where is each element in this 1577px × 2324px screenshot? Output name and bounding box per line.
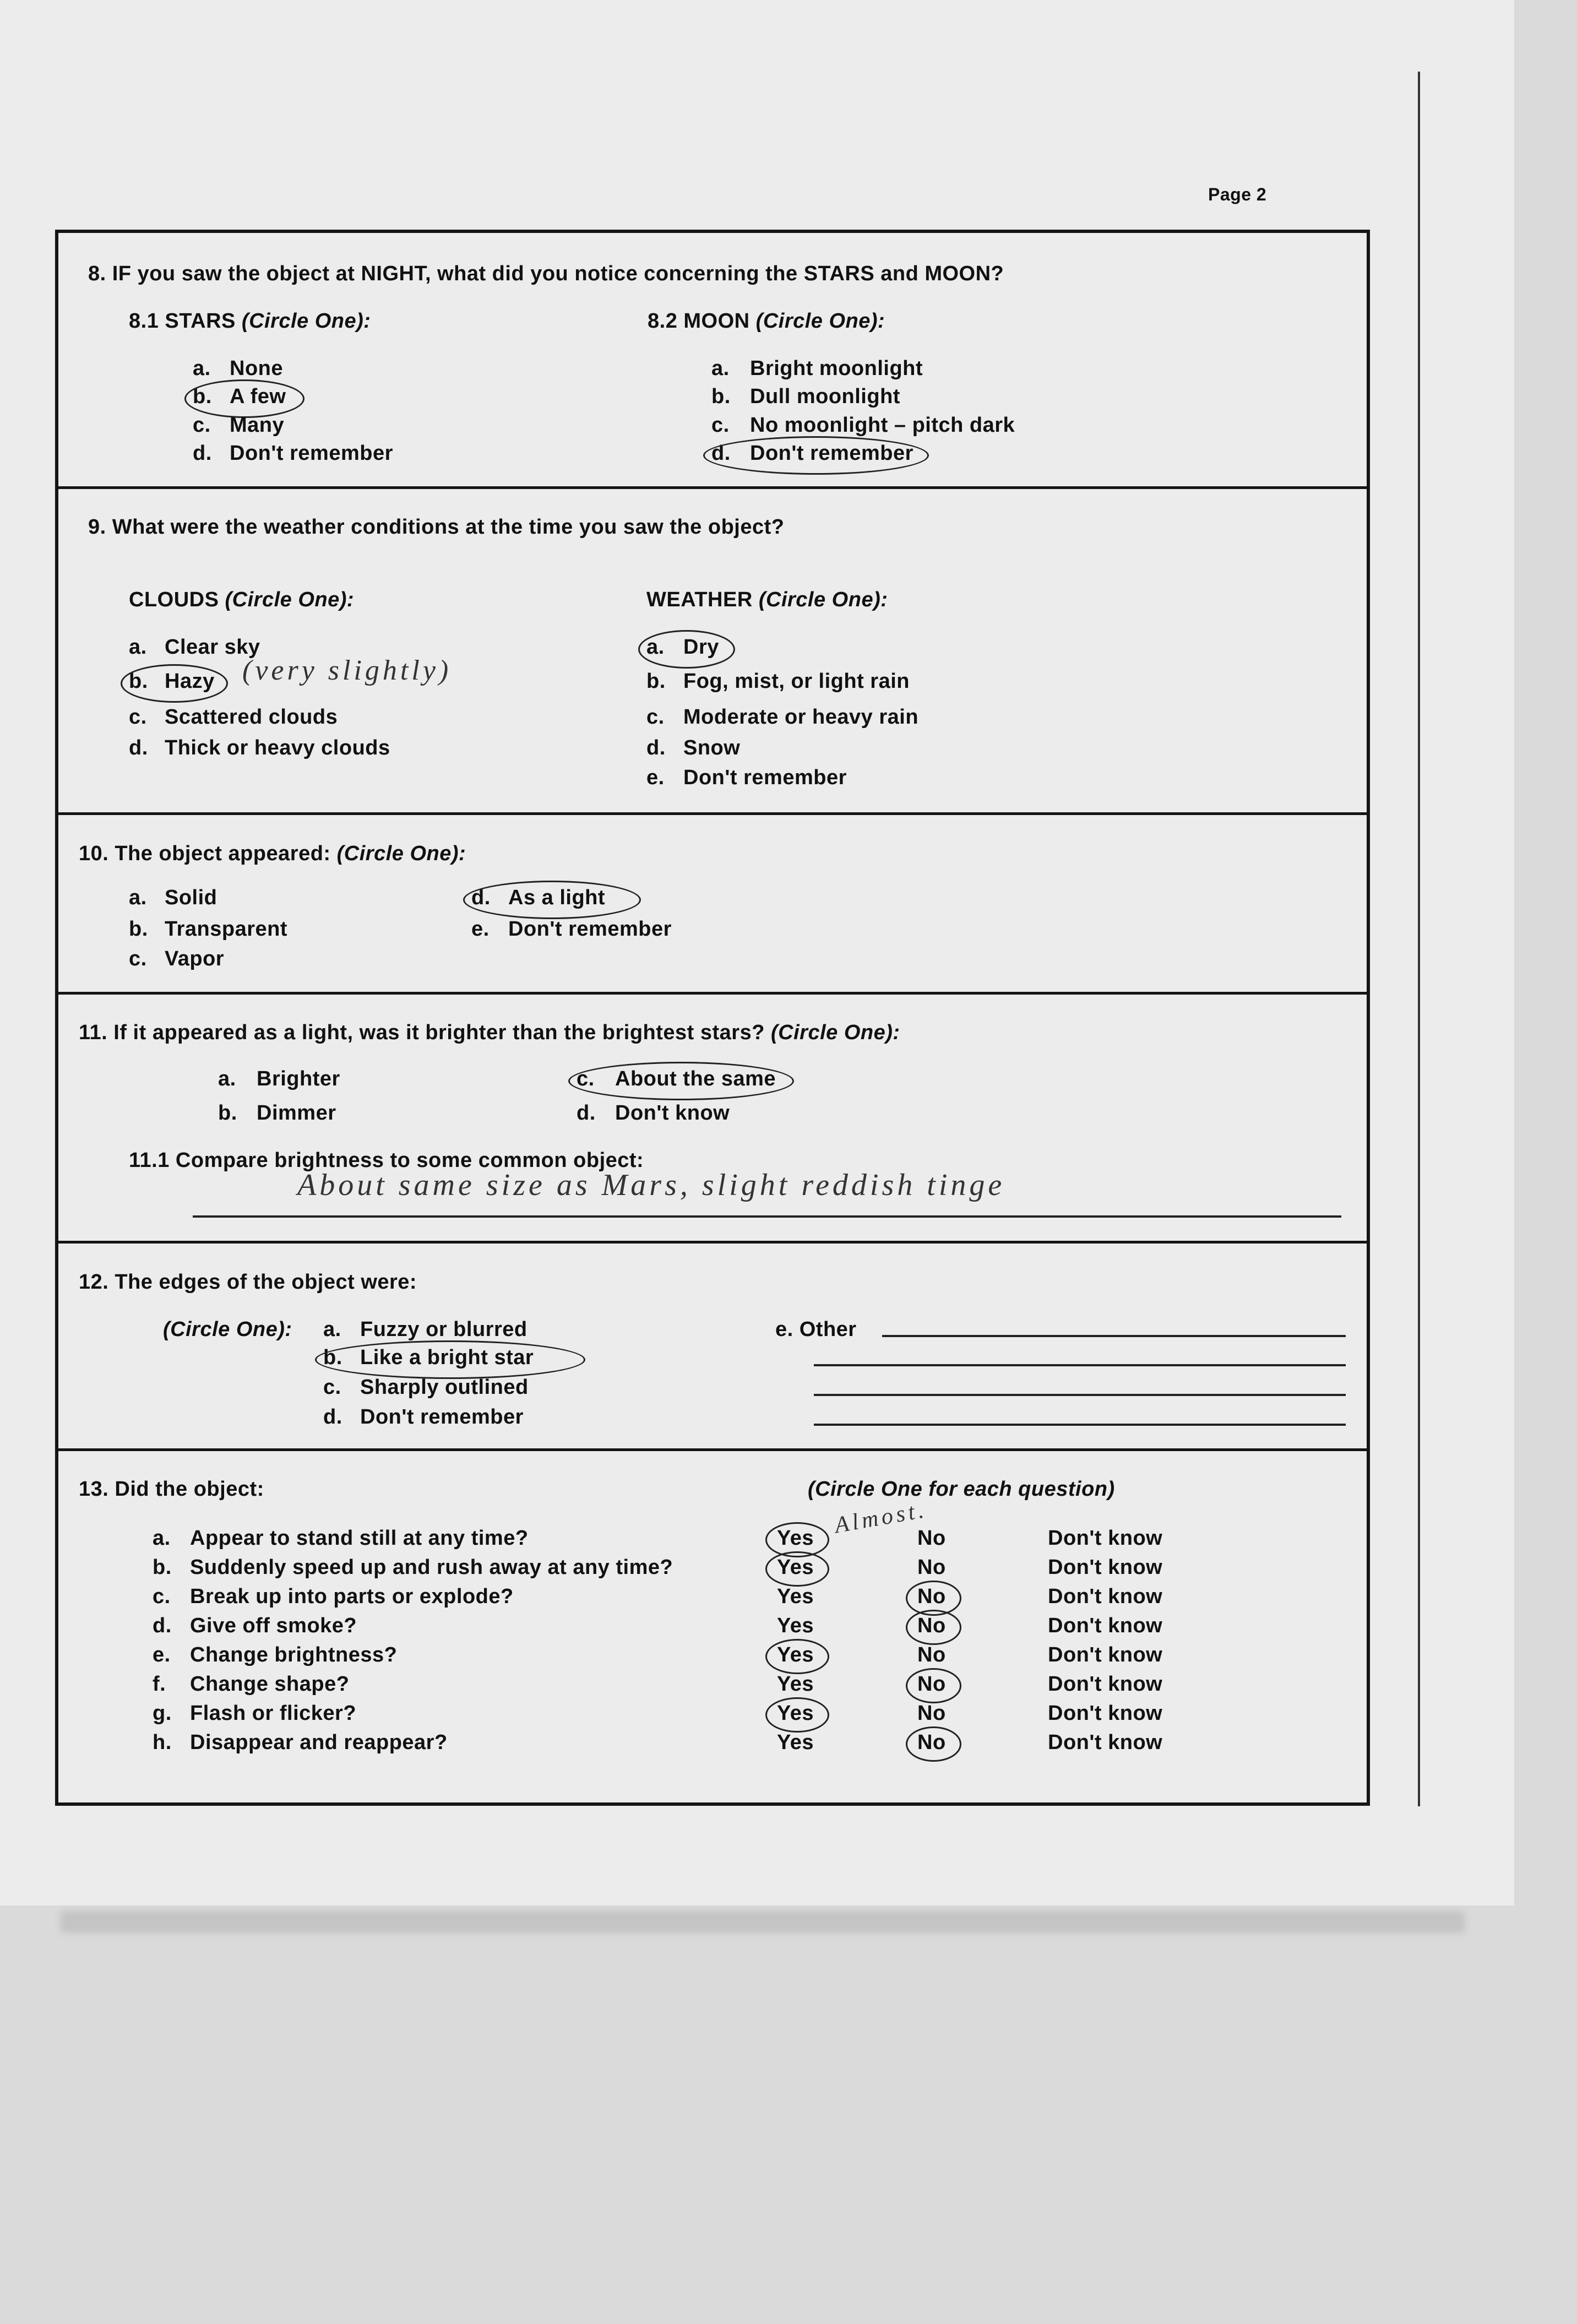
handwritten-circle-mark bbox=[906, 1726, 961, 1762]
edges-letter: c. bbox=[323, 1376, 341, 1399]
clouds-option[interactable]: Clear sky bbox=[165, 636, 260, 659]
dont-know-option[interactable]: Don't know bbox=[1048, 1585, 1163, 1608]
other-label: e. Other bbox=[775, 1318, 857, 1341]
clouds-option[interactable]: Scattered clouds bbox=[165, 705, 338, 729]
edges-letter: b. bbox=[323, 1346, 342, 1369]
handwritten-circle-mark bbox=[638, 630, 735, 669]
dont-know-option[interactable]: Don't know bbox=[1048, 1731, 1163, 1754]
behavior-question: Flash or flicker? bbox=[190, 1702, 357, 1725]
other-line[interactable] bbox=[814, 1424, 1346, 1426]
behavior-letter: h. bbox=[153, 1731, 172, 1754]
behavior-question: Give off smoke? bbox=[190, 1614, 357, 1637]
handwritten-circle-mark bbox=[121, 664, 228, 703]
behavior-question: Appear to stand still at any time? bbox=[190, 1527, 529, 1550]
no-option[interactable]: No bbox=[917, 1731, 946, 1754]
moon-letter: b. bbox=[711, 385, 731, 408]
clouds-option[interactable]: Thick or heavy clouds bbox=[165, 736, 390, 759]
brightness-option[interactable]: Brighter bbox=[257, 1067, 340, 1090]
brightness-option[interactable]: Don't know bbox=[615, 1101, 730, 1125]
yes-option[interactable]: Yes bbox=[777, 1731, 814, 1754]
yes-option[interactable]: Yes bbox=[777, 1585, 814, 1608]
moon-label: 8.2 MOON (Circle One): bbox=[648, 309, 885, 333]
no-option[interactable]: No bbox=[917, 1643, 946, 1666]
appearance-letter: a. bbox=[129, 886, 147, 909]
handwritten-circle-mark bbox=[765, 1639, 829, 1674]
dont-know-option[interactable]: Don't know bbox=[1048, 1614, 1163, 1637]
behavior-question: Suddenly speed up and rush away at any time? bbox=[190, 1556, 673, 1579]
appearance-letter: e. bbox=[471, 917, 490, 941]
appearance-letter: b. bbox=[129, 917, 148, 941]
clouds-letter: d. bbox=[129, 736, 148, 759]
edges-option[interactable]: Like a bright star bbox=[360, 1346, 534, 1369]
appearance-option[interactable]: Transparent bbox=[165, 917, 288, 941]
clouds-letter: c. bbox=[129, 705, 147, 729]
page-edge bbox=[1418, 72, 1420, 1806]
no-option[interactable]: No bbox=[917, 1556, 946, 1579]
yes-option[interactable]: Yes bbox=[777, 1673, 814, 1696]
behavior-question: Break up into parts or explode? bbox=[190, 1585, 514, 1608]
brightness-option[interactable]: About the same bbox=[615, 1067, 776, 1090]
section-divider bbox=[55, 1241, 1370, 1244]
appearance-option[interactable]: Don't remember bbox=[508, 917, 672, 941]
moon-letter: d. bbox=[711, 442, 731, 465]
behavior-letter: g. bbox=[153, 1702, 172, 1725]
behavior-letter: a. bbox=[153, 1527, 171, 1550]
no-option[interactable]: No bbox=[917, 1702, 946, 1725]
weather-option[interactable]: Fog, mist, or light rain bbox=[683, 670, 910, 693]
stars-letter: d. bbox=[193, 442, 212, 465]
brightness-letter: b. bbox=[218, 1101, 237, 1125]
handwritten-circle-mark bbox=[315, 1340, 585, 1379]
other-line[interactable] bbox=[882, 1335, 1346, 1337]
stars-letter: b. bbox=[193, 385, 212, 408]
no-option[interactable]: No bbox=[917, 1673, 946, 1696]
edges-option[interactable]: Don't remember bbox=[360, 1405, 524, 1429]
yes-option[interactable]: Yes bbox=[777, 1614, 814, 1637]
stars-option[interactable]: A few bbox=[230, 385, 286, 408]
dont-know-option[interactable]: Don't know bbox=[1048, 1556, 1163, 1579]
clouds-letter: a. bbox=[129, 636, 147, 659]
behavior-letter: f. bbox=[153, 1673, 166, 1696]
stars-label: 8.1 STARS (Circle One): bbox=[129, 309, 371, 333]
yes-option[interactable]: Yes bbox=[777, 1556, 814, 1579]
stars-letter: c. bbox=[193, 414, 211, 437]
clouds-letter: b. bbox=[129, 670, 148, 693]
page-label: Page 2 bbox=[1208, 184, 1267, 204]
no-option[interactable]: No bbox=[917, 1585, 946, 1608]
brightness-letter: c. bbox=[577, 1067, 595, 1090]
clouds-label: CLOUDS (Circle One): bbox=[129, 588, 355, 611]
handwritten-circle-mark bbox=[703, 436, 929, 475]
handwritten-circle-mark bbox=[568, 1062, 794, 1100]
paper-shadow bbox=[61, 1911, 1465, 1933]
yes-option[interactable]: Yes bbox=[777, 1527, 814, 1550]
edges-letter: d. bbox=[323, 1405, 342, 1429]
moon-letter: a. bbox=[711, 357, 730, 380]
section-divider bbox=[55, 812, 1370, 815]
weather-option[interactable]: Don't remember bbox=[683, 766, 847, 789]
handwritten-brightness-answer[interactable]: About same size as Mars, slight reddish tinge bbox=[297, 1168, 1005, 1202]
moon-letter: c. bbox=[711, 414, 730, 437]
brightness-letter: d. bbox=[577, 1101, 596, 1125]
dont-know-option[interactable]: Don't know bbox=[1048, 1527, 1163, 1550]
handwritten-circle-mark bbox=[184, 379, 304, 418]
question-11: 11. If it appeared as a light, was it brighter than the brightest stars? (Circle One): bbox=[79, 1021, 900, 1044]
weather-letter: d. bbox=[646, 736, 666, 759]
appearance-letter: d. bbox=[471, 886, 491, 909]
weather-option[interactable]: Snow bbox=[683, 736, 741, 759]
weather-letter: a. bbox=[646, 636, 665, 659]
stars-letter: a. bbox=[193, 357, 211, 380]
weather-label: WEATHER (Circle One): bbox=[646, 588, 888, 611]
question-12: 12. The edges of the object were: bbox=[79, 1270, 417, 1294]
weather-letter: e. bbox=[646, 766, 665, 789]
handwritten-circle-mark bbox=[463, 881, 641, 919]
handwritten-circle-mark bbox=[906, 1668, 961, 1703]
weather-option[interactable]: Dry bbox=[683, 636, 719, 659]
appearance-letter: c. bbox=[129, 947, 147, 970]
other-line[interactable] bbox=[814, 1394, 1346, 1396]
clouds-option[interactable]: Hazy bbox=[165, 670, 215, 693]
section-divider bbox=[55, 1448, 1370, 1451]
handwritten-circle-mark bbox=[765, 1551, 829, 1587]
weather-letter: b. bbox=[646, 670, 666, 693]
question-9: 9. What were the weather conditions at the time you saw the object? bbox=[88, 515, 785, 539]
handwritten-note-clouds: (very slightly) bbox=[242, 655, 452, 686]
stars-option[interactable]: Many bbox=[230, 414, 285, 437]
circle-one-each-hint: (Circle One for each question) bbox=[808, 1478, 1115, 1501]
moon-option[interactable]: No moonlight – pitch dark bbox=[750, 414, 1015, 437]
question-11-1: 11.1 Compare brightness to some common object: bbox=[129, 1149, 644, 1172]
appearance-option[interactable]: Solid bbox=[165, 886, 217, 909]
brightness-option[interactable]: Dimmer bbox=[257, 1101, 336, 1125]
appearance-option[interactable]: As a light bbox=[508, 886, 606, 909]
appearance-option[interactable]: Vapor bbox=[165, 947, 225, 970]
behavior-question: Disappear and reappear? bbox=[190, 1731, 448, 1754]
weather-option[interactable]: Moderate or heavy rain bbox=[683, 705, 919, 729]
stars-option[interactable]: Don't remember bbox=[230, 442, 393, 465]
handwritten-circle-mark bbox=[906, 1610, 961, 1645]
stars-option[interactable]: None bbox=[230, 357, 283, 380]
behavior-letter: c. bbox=[153, 1585, 171, 1608]
behavior-letter: b. bbox=[153, 1556, 172, 1579]
behavior-question: Change brightness? bbox=[190, 1643, 398, 1666]
behavior-letter: e. bbox=[153, 1643, 171, 1666]
brightness-letter: a. bbox=[218, 1067, 236, 1090]
no-option[interactable]: No bbox=[917, 1614, 946, 1637]
question-8: 8. IF you saw the object at NIGHT, what did you notice concerning the STARS and MOON? bbox=[88, 262, 1004, 285]
yes-option[interactable]: Yes bbox=[777, 1643, 814, 1666]
no-option[interactable]: No bbox=[917, 1527, 946, 1550]
dont-know-option[interactable]: Don't know bbox=[1048, 1702, 1163, 1725]
weather-letter: c. bbox=[646, 705, 665, 729]
behavior-letter: d. bbox=[153, 1614, 172, 1637]
moon-option[interactable]: Bright moonlight bbox=[750, 357, 923, 380]
moon-option[interactable]: Dull moonlight bbox=[750, 385, 900, 408]
moon-option[interactable]: Don't remember bbox=[750, 442, 913, 465]
edges-option[interactable]: Sharply outlined bbox=[360, 1376, 529, 1399]
handwritten-note-almost: Almost. bbox=[833, 1497, 929, 1539]
question-13: 13. Did the object: bbox=[79, 1478, 264, 1501]
behavior-question: Change shape? bbox=[190, 1673, 350, 1696]
section-divider bbox=[55, 992, 1370, 995]
circle-one-hint: (Circle One): bbox=[163, 1318, 292, 1341]
section-divider bbox=[55, 486, 1370, 489]
dont-know-option[interactable]: Don't know bbox=[1048, 1673, 1163, 1696]
dont-know-option[interactable]: Don't know bbox=[1048, 1643, 1163, 1666]
answer-line bbox=[193, 1215, 1341, 1218]
edges-option[interactable]: Fuzzy or blurred bbox=[360, 1318, 528, 1341]
handwritten-circle-mark bbox=[765, 1697, 829, 1733]
other-line[interactable] bbox=[814, 1364, 1346, 1366]
edges-letter: a. bbox=[323, 1318, 341, 1341]
question-10: 10. The object appeared: (Circle One): bbox=[79, 842, 466, 865]
yes-option[interactable]: Yes bbox=[777, 1702, 814, 1725]
